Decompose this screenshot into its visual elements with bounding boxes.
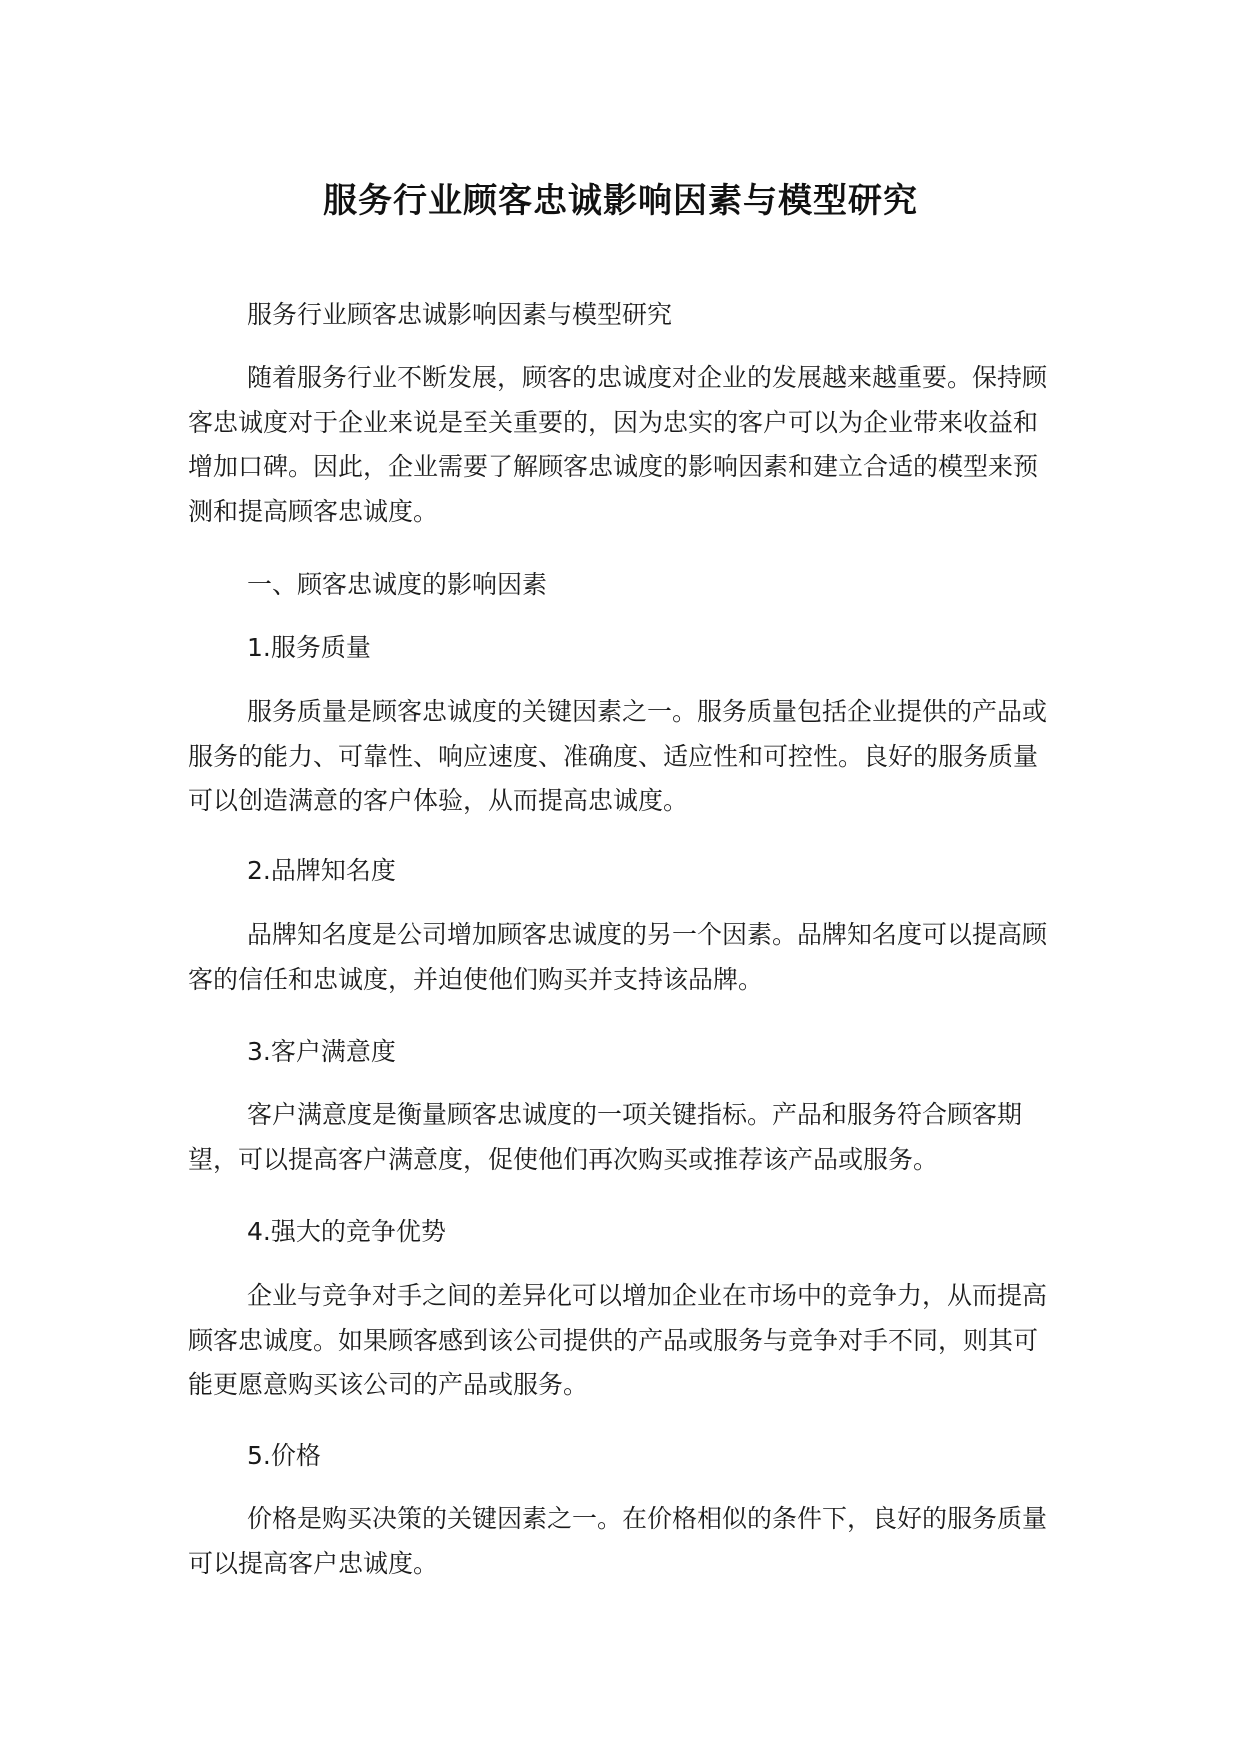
factor-heading: 5.价格 bbox=[247, 1441, 321, 1470]
factor-paragraph: 品牌知名度是公司增加顾客忠诚度的另一个因素。品牌知名度可以提高顾客的信任和忠诚度，并迫使他们购买并支持该品牌。 bbox=[188, 920, 1048, 994]
document-subtitle: 服务行业顾客忠诚影响因素与模型研究 bbox=[247, 300, 673, 329]
document-title: 服务行业顾客忠诚影响因素与模型研究 bbox=[323, 181, 918, 221]
factor-paragraph: 客户满意度是衡量顾客忠诚度的一项关键指标。产品和服务符合顾客期望，可以提高客户满意度，促使他们再次购买或推荐该产品或服务。 bbox=[188, 1100, 1023, 1174]
factor-paragraph: 企业与竞争对手之间的差异化可以增加企业在市场中的竞争力，从而提高顾客忠诚度。如果顾客感到该公司提供的产品或服务与竞争对手不同，则其可能更愿意购买该公司的产品或服务。 bbox=[188, 1281, 1048, 1399]
factor-heading: 4.强大的竞争优势 bbox=[247, 1217, 446, 1246]
factor-heading: 3.客户满意度 bbox=[247, 1037, 396, 1066]
factor-paragraph: 服务质量是顾客忠诚度的关键因素之一。服务质量包括企业提供的产品或服务的能力、可靠性、响应速度、准确度、适应性和可控性。良好的服务质量可以创造满意的客户体验，从而提高忠诚度。 bbox=[188, 697, 1048, 815]
factor-paragraph: 价格是购买决策的关键因素之一。在价格相似的条件下，良好的服务质量可以提高客户忠诚度。 bbox=[188, 1504, 1048, 1578]
intro-paragraph: 随着服务行业不断发展，顾客的忠诚度对企业的发展越来越重要。保持顾客忠诚度对于企业来说是至关重要的，因为忠实的客户可以为企业带来收益和增加口碑。因此，企业需要了解顾客忠诚度的影响因素和建立合适的模型来预测和提高顾客忠诚度。 bbox=[188, 363, 1048, 526]
factor-heading: 2.品牌知名度 bbox=[247, 856, 396, 885]
section-heading: 一、顾客忠诚度的影响因素 bbox=[247, 570, 548, 599]
factor-heading: 1.服务质量 bbox=[247, 633, 371, 662]
